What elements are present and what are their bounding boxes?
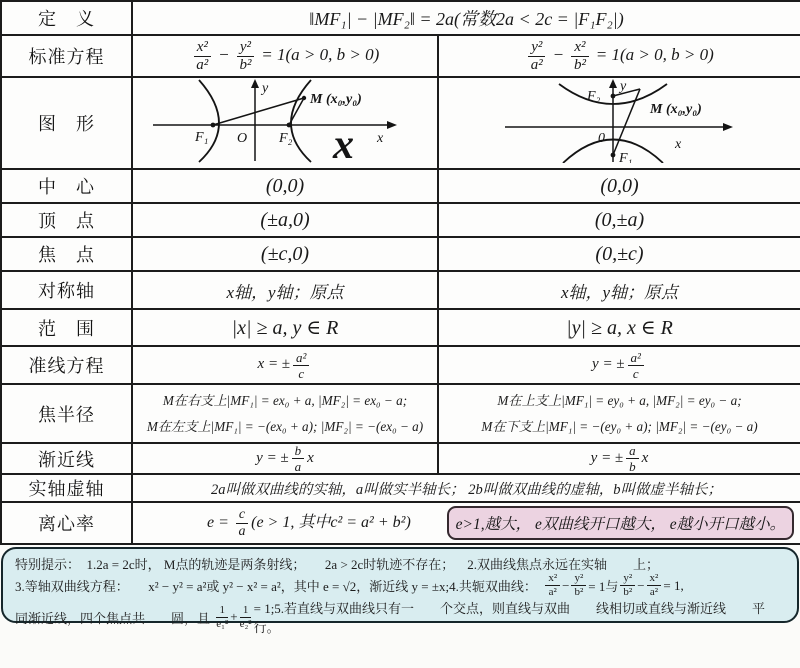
- minus-sign: −: [218, 44, 230, 64]
- standard-equation-x-type: [132, 35, 438, 77]
- foci-x-type: (±c,0): [132, 237, 438, 271]
- row-label-directrix: 准线方程: [1, 346, 132, 384]
- row-definition: [1, 1, 800, 35]
- standard-equation-y-type: [438, 35, 800, 77]
- fraction-denominator: b²: [573, 56, 586, 73]
- row-label-definition: 定 义: [1, 1, 132, 35]
- watermark-x: x: [333, 122, 354, 163]
- foci-y-type: (0,±c): [438, 237, 800, 271]
- graph-horizontal-cell: [132, 77, 438, 169]
- tips-line-3-end: = 1;5.若直线与双曲线只有一 个交点，则直线与双曲 线相切或直线与渐近线 平行。: [253, 601, 766, 635]
- equation-lhs: e =: [207, 513, 233, 531]
- directrix-x-type: [132, 346, 438, 384]
- plus-sign: +: [230, 609, 238, 624]
- fraction-denominator: a²: [196, 56, 209, 73]
- row-label-range: 范 围: [1, 309, 132, 346]
- tips-line-1-text: 特别提示： 1.2a = 2c时， M点的轨迹是两条射线； 2a > 2c时轨迹不存在； 2.双曲线焦点永远在实轴 上；: [15, 557, 660, 572]
- minus-sign: −: [637, 577, 645, 593]
- fraction-numerator: c: [236, 508, 248, 524]
- fraction-denominator: b²: [623, 586, 633, 598]
- hyperbola-diagram-vertical: [443, 78, 800, 163]
- point-m-label: M (x₀,y₀): [310, 92, 362, 107]
- symmetry-y-type: x轴，y轴；原点: [438, 271, 800, 309]
- directrix-y-type: [438, 346, 800, 384]
- fraction-numerator: x²: [571, 40, 588, 57]
- row-graph: [1, 77, 800, 169]
- row-directrix: [1, 346, 800, 384]
- hyperbola-diagram-horizontal: [137, 78, 438, 163]
- row-real-imaginary-axes: [1, 474, 800, 502]
- x-axis-arrow-icon: [723, 123, 733, 131]
- definition-formula: ‖MF₁| − |MF₂‖ = 2a(常数2a < 2c = |F₁F₂|): [309, 9, 624, 29]
- row-asymptote: [1, 443, 800, 474]
- real-imaginary-axes-text: 2a叫做双曲线的实轴，a叫做实半轴长； 2b叫做双曲线的虚轴，b叫做虚半轴长；: [132, 474, 800, 502]
- fraction-denominator: c: [632, 365, 639, 381]
- fraction-denominator: a: [294, 459, 302, 474]
- equation-mid: = 1与: [588, 579, 619, 594]
- equation-lhs: x = ±: [257, 356, 291, 373]
- row-symmetry-axes: [1, 271, 800, 309]
- equation-lhs: y = ±: [590, 449, 624, 466]
- focus1-label: F₁: [195, 130, 209, 145]
- fraction-denominator: b: [629, 459, 636, 474]
- row-standard-equation: [1, 35, 800, 77]
- vertices-x-type: (±a,0): [132, 203, 438, 237]
- row-label-symmetry-axes: 对称轴: [1, 271, 132, 309]
- fraction-numerator: x²: [647, 573, 662, 586]
- tips-line-2-text: 3.等轴双曲线方程： x² − y² = a²或 y² − x² = a²，其中 e = √2，渐近线 y = ±x;4.共轭双曲线：: [15, 579, 544, 594]
- row-focal-radius: [1, 384, 800, 443]
- fraction-denominator: b²: [239, 56, 252, 73]
- center-y-type: (0,0): [438, 169, 800, 203]
- equation-rhs: = 1(a > 0, b > 0): [595, 44, 714, 64]
- row-label-foci: 焦 点: [1, 237, 132, 271]
- fraction-denominator: a²: [548, 586, 557, 598]
- equation-condition: (e > 1, 其中c² = a² + b²): [251, 513, 411, 531]
- fraction-numerator: a²: [628, 351, 644, 366]
- row-label-asymptote: 渐近线: [1, 443, 132, 474]
- focal-radius-left-branch: M在左支上|MF₁| = −(ex₀ + a); |MF₂| = −(ex₀ − a): [146, 418, 424, 434]
- focal-radius-x-type: [132, 384, 438, 443]
- y-axis-label: y: [620, 79, 627, 94]
- y-axis-arrow-icon: [251, 79, 259, 88]
- fraction-numerator: a: [626, 444, 639, 459]
- focal-radius-lower-branch: M在下支上|MF₁| = −(ey₀ + a); |MF₂| = −(ey₀ − a): [481, 418, 758, 434]
- fraction-denominator: a: [238, 523, 246, 539]
- asymptote-x-type: [132, 443, 438, 474]
- fraction-numerator: 1: [216, 605, 228, 618]
- fraction-numerator: a²: [293, 351, 309, 366]
- asymptote-y-type: [438, 443, 800, 474]
- x-axis-label: x: [675, 137, 682, 152]
- equation-rhs: = 1(a > 0, b > 0): [261, 44, 380, 64]
- row-label-eccentricity: 离心率: [1, 502, 132, 544]
- row-vertices: [1, 203, 800, 237]
- minus-sign: −: [552, 44, 565, 64]
- point-m-label: M (x₀,y₀): [650, 102, 702, 117]
- row-foci: [1, 237, 800, 271]
- row-center: [1, 169, 800, 203]
- row-label-focal-radius: 焦半径: [1, 384, 132, 443]
- equation-lhs: y = ±: [256, 449, 289, 466]
- fraction-numerator: y²: [620, 573, 635, 586]
- tips-line-2: [15, 573, 785, 598]
- fraction-denominator: b²: [574, 586, 584, 598]
- fraction-numerator: x²: [545, 573, 560, 586]
- y-axis-label: y: [262, 81, 269, 96]
- row-range: [1, 309, 800, 346]
- fraction-denominator: a²: [649, 586, 659, 598]
- fraction-denominator: a²: [530, 56, 543, 73]
- fraction-numerator: 1: [240, 605, 252, 618]
- eccentricity-cell: [132, 502, 800, 544]
- row-label-standard-equation: 标准方程: [1, 35, 132, 77]
- equation-lhs: y = ±: [592, 356, 625, 373]
- tips-line-3: [15, 598, 785, 636]
- eccentricity-formula: [207, 508, 411, 539]
- focus2-label: F₂: [279, 131, 293, 146]
- tips-line-1: [15, 554, 785, 573]
- definition-cell: [132, 1, 800, 35]
- fraction-numerator: y²: [571, 573, 586, 586]
- range-x-type: |x| ≥ a, y ∈ R: [132, 309, 438, 346]
- special-tips-box: [1, 547, 799, 635]
- fraction-denominator: e₁²: [216, 617, 229, 630]
- center-x-type: (0,0): [132, 169, 438, 203]
- graph-vertical-cell: [438, 77, 800, 169]
- equation-variable: x: [641, 449, 649, 466]
- vertices-y-type: (0,±a): [438, 203, 800, 237]
- fraction-numerator: y²: [528, 40, 545, 57]
- fraction-denominator: e₂²: [239, 617, 252, 630]
- focal-radius-right-branch: M在右支上|MF₁| = ex₀ + a, |MF₂| = ex₀ − a;: [162, 393, 408, 409]
- x-axis-label: x: [377, 131, 384, 146]
- fraction-numerator: x²: [194, 40, 211, 57]
- minus-sign: −: [562, 577, 570, 593]
- symmetry-x-type: x轴，y轴；原点: [132, 271, 438, 309]
- row-label-real-imaginary-axes: 实轴虚轴: [1, 474, 132, 502]
- row-label-vertices: 顶 点: [1, 203, 132, 237]
- fraction-numerator: b: [292, 444, 305, 459]
- row-label-graph: 图 形: [1, 77, 132, 169]
- focal-radius-upper-branch: M在上支上|MF₁| = ey₀ + a, |MF₂| = ey₀ − a;: [497, 393, 742, 409]
- equation-end: = 1,: [663, 577, 684, 593]
- row-eccentricity: [1, 502, 800, 544]
- row-label-center: 中 心: [1, 169, 132, 203]
- origin-label: 0: [598, 131, 605, 146]
- eccentricity-note-badge: e>1,越大， e双曲线开口越大， e越小开口越小。: [447, 506, 794, 540]
- origin-label: O: [237, 131, 248, 146]
- focal-radius-y-type: [438, 384, 800, 443]
- focus1-label: F₁: [619, 151, 633, 163]
- range-y-type: |y| ≥ a, x ∈ R: [438, 309, 800, 346]
- fraction-denominator: c: [298, 365, 305, 381]
- y-axis-arrow-icon: [609, 79, 617, 88]
- tips-line-3-text: 同渐近线，四个焦点共 圆，且: [15, 610, 217, 626]
- fraction-numerator: y²: [237, 40, 254, 57]
- equation-variable: x: [307, 449, 314, 466]
- x-axis-arrow-icon: [387, 121, 397, 129]
- focus2-label: F₂: [587, 89, 601, 104]
